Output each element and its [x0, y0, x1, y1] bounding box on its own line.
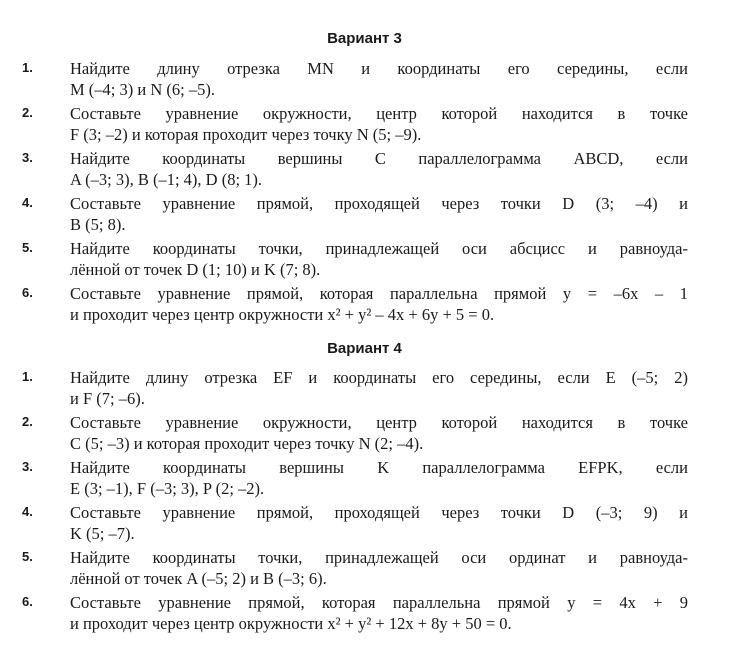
task-number: 6. [22, 594, 33, 609]
task-line: и F (7; –6). [70, 389, 145, 408]
task-line: и проходит через центр окружности x² + y² + 12x + 8y + 50 = 0. [70, 614, 512, 633]
task-line: Составьте уравнение окружности, центр которой находится в точке [70, 104, 688, 123]
task-number: 3. [22, 459, 33, 474]
variant-3-title: Вариант 3 [327, 30, 402, 47]
task-line: Составьте уравнение прямой, проходящей через точки D (–3; 9) и [70, 503, 688, 522]
task-number: 5. [22, 549, 33, 564]
task-number: 2. [22, 414, 33, 429]
task-item [0, 592, 729, 637]
task-text [70, 238, 688, 280]
task-line: Составьте уравнение окружности, центр которой находится в точке [70, 413, 688, 432]
task-item [0, 238, 729, 283]
task-text [70, 58, 688, 100]
task-number: 1. [22, 369, 33, 384]
task-line: B (5; 8). [70, 215, 126, 234]
variant-4-task-list [0, 367, 729, 637]
task-line: Составьте уравнение прямой, которая параллельна прямой y = 4x + 9 [70, 593, 688, 612]
task-number: 4. [22, 195, 33, 210]
task-item [0, 103, 729, 148]
task-text [70, 502, 688, 544]
task-line: Найдите длину отрезка MN и координаты его середины, если [70, 59, 688, 78]
task-number: 6. [22, 285, 33, 300]
task-item [0, 193, 729, 238]
task-line: лённой от точек A (–5; 2) и B (–3; 6). [70, 569, 327, 588]
task-line: K (5; –7). [70, 524, 135, 543]
task-text [70, 193, 688, 235]
task-line: Составьте уравнение прямой, проходящей через точки D (3; –4) и [70, 194, 688, 213]
task-text [70, 367, 688, 409]
task-line: Найдите координаты вершины K параллелограмма EFPK, если [70, 458, 688, 477]
task-item [0, 58, 729, 103]
task-line: Найдите координаты точки, принадлежащей оси ординат и равноуда- [70, 548, 688, 567]
task-item [0, 412, 729, 457]
task-line: Найдите координаты вершины C параллелограмма ABCD, если [70, 149, 688, 168]
task-item [0, 148, 729, 193]
task-line: E (3; –1), F (–3; 3), P (2; –2). [70, 479, 265, 498]
task-line: Найдите координаты точки, принадлежащей оси абсцисс и равноуда- [70, 239, 688, 258]
task-number: 2. [22, 105, 33, 120]
task-item [0, 283, 729, 328]
variant-4-title: Вариант 4 [327, 340, 402, 357]
task-line: Найдите длину отрезка EF и координаты его середины, если E (–5; 2) [70, 368, 688, 387]
task-number: 1. [22, 60, 33, 75]
task-line: Составьте уравнение прямой, которая параллельна прямой y = –6x – 1 [70, 284, 688, 303]
task-text [70, 103, 688, 145]
task-text [70, 412, 688, 454]
task-line: A (–3; 3), B (–1; 4), D (8; 1). [70, 170, 263, 189]
task-number: 3. [22, 150, 33, 165]
task-text [70, 592, 688, 634]
task-item [0, 547, 729, 592]
task-line: C (5; –3) и которая проходит через точку N (2; –4). [70, 434, 424, 453]
task-item [0, 457, 729, 502]
task-text [70, 148, 688, 190]
variant-3-task-list [0, 58, 729, 328]
task-line: F (3; –2) и которая проходит через точку N (5; –9). [70, 125, 422, 144]
task-line: и проходит через центр окружности x² + y² – 4x + 6y + 5 = 0. [70, 305, 495, 324]
task-number: 4. [22, 504, 33, 519]
task-item [0, 502, 729, 547]
task-text [70, 283, 688, 325]
task-number: 5. [22, 240, 33, 255]
task-line: лённой от точек D (1; 10) и K (7; 8). [70, 260, 321, 279]
task-text [70, 547, 688, 589]
task-item [0, 367, 729, 412]
task-text [70, 457, 688, 499]
task-line: M (–4; 3) и N (6; –5). [70, 80, 215, 99]
